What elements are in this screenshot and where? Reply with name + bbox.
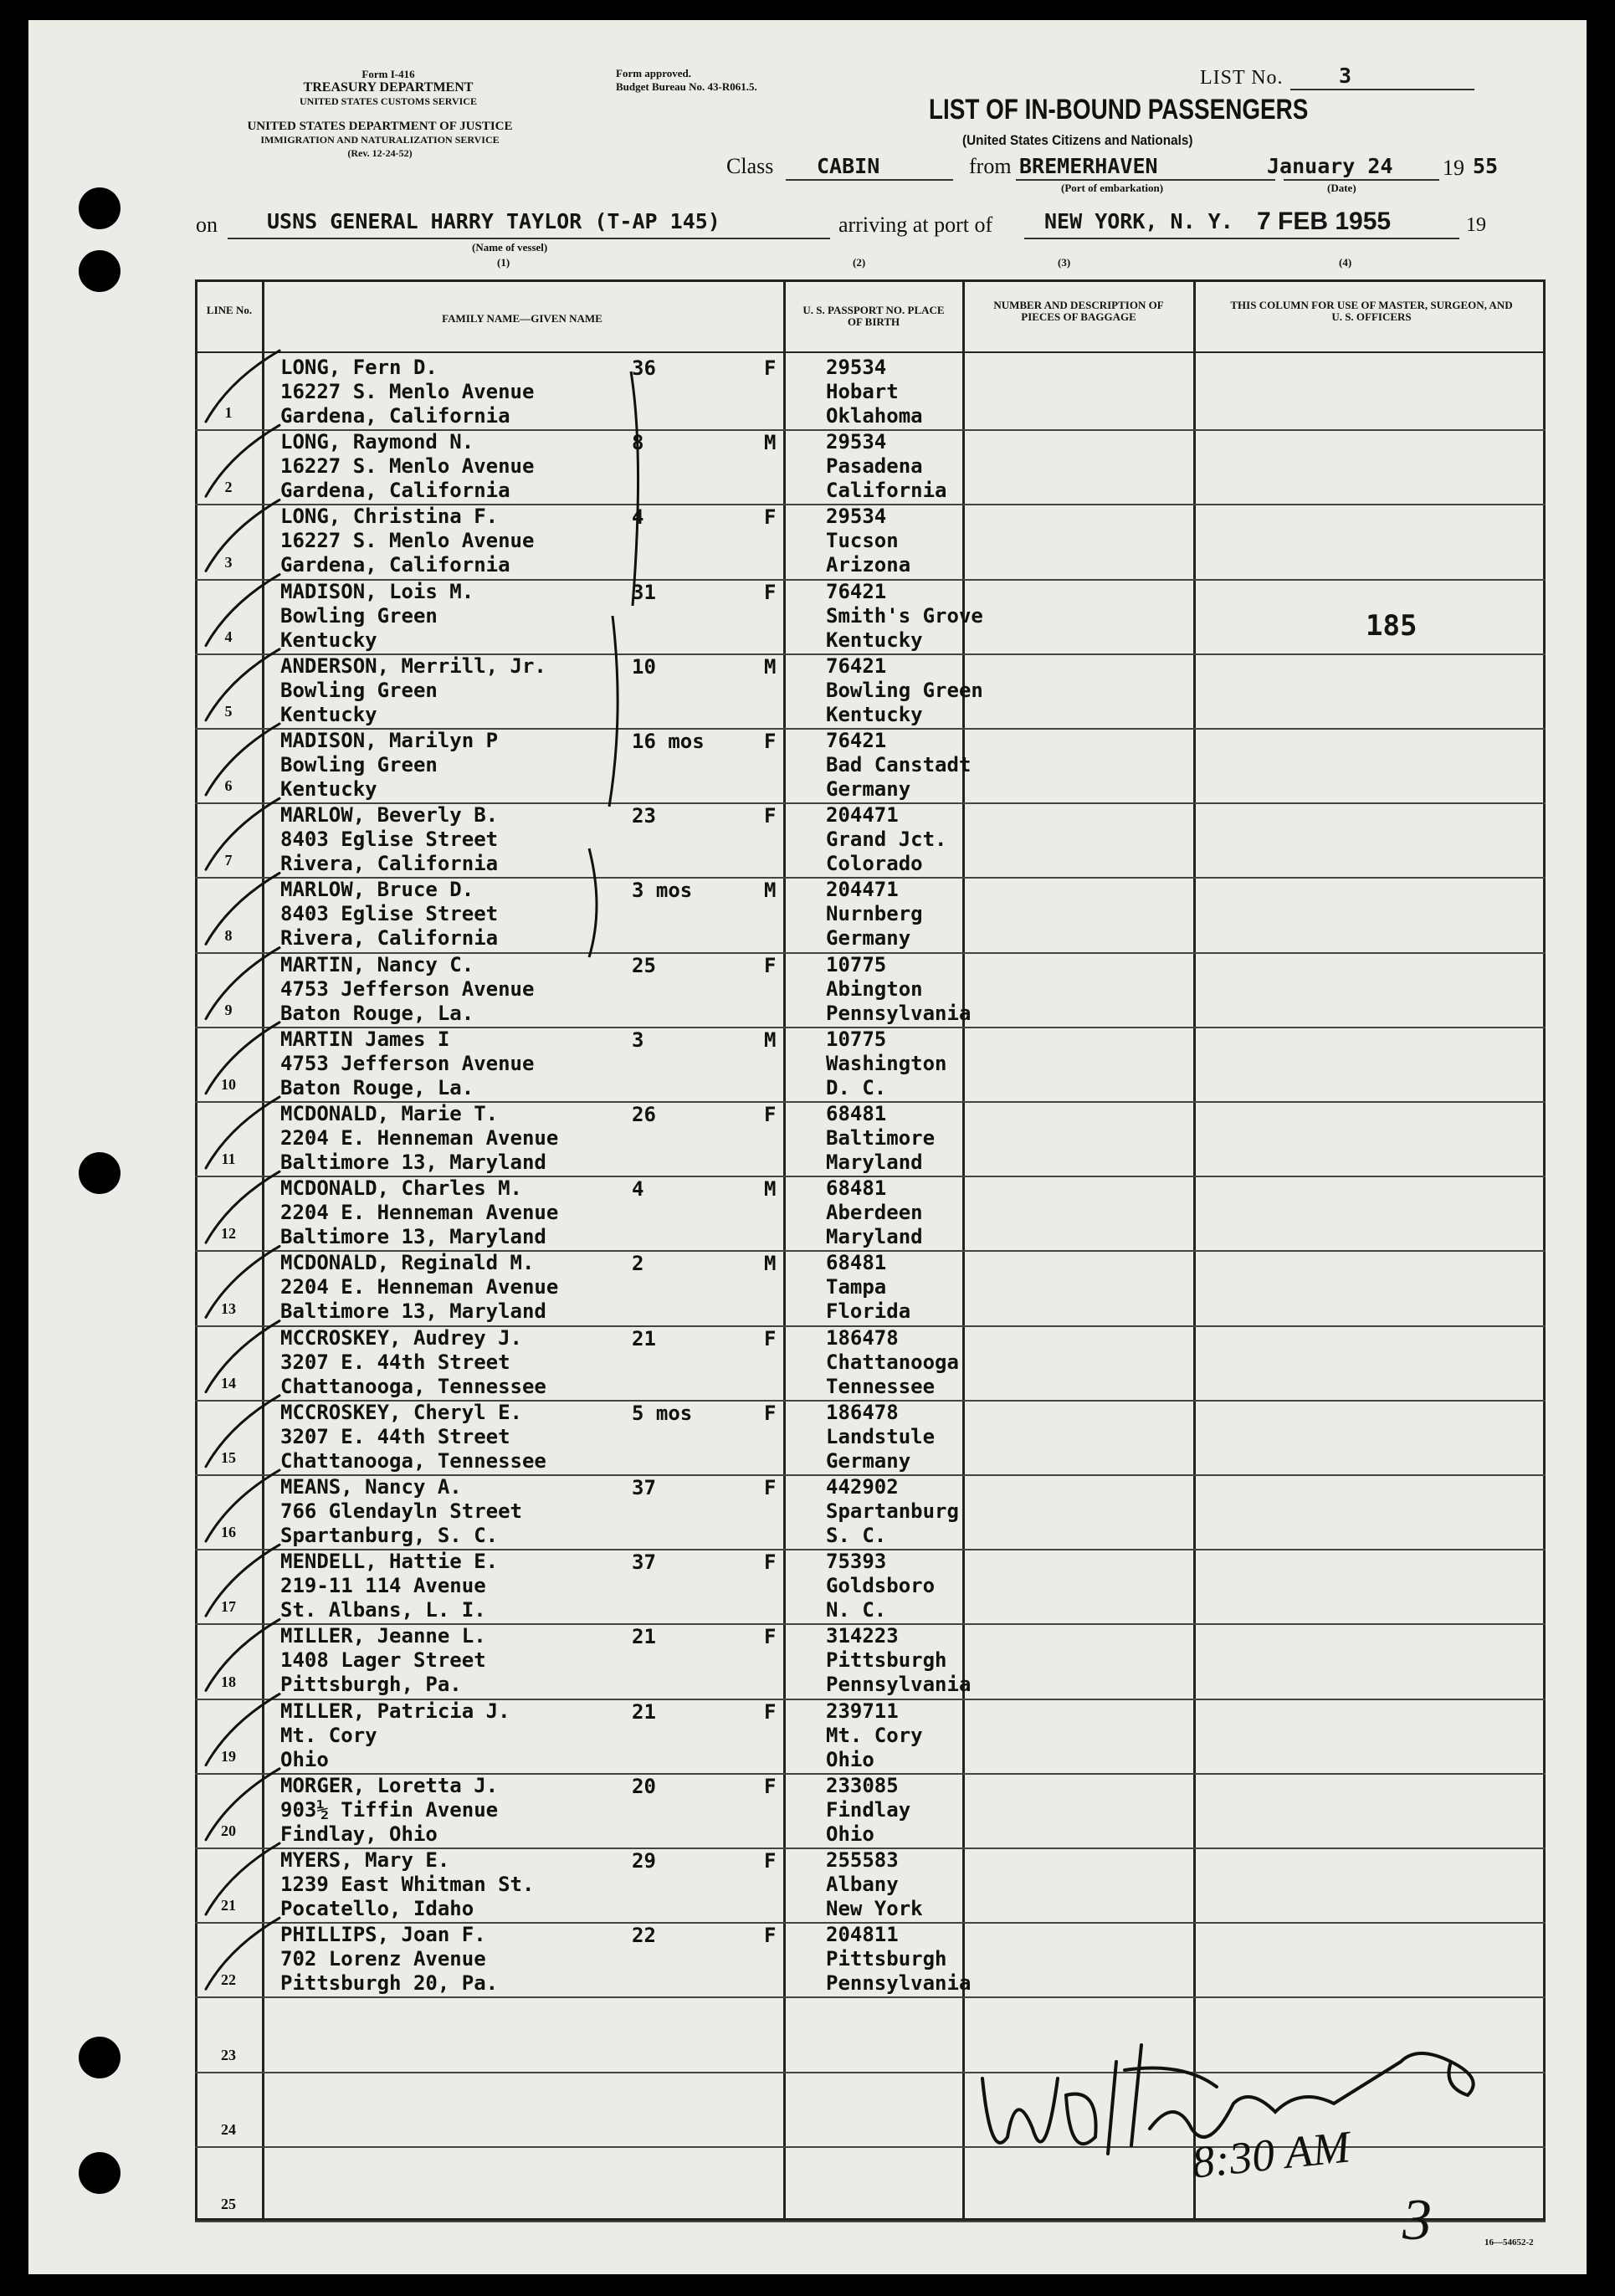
birth-place-line-1: Pittsburgh <box>826 1947 947 1971</box>
birth-place-line-1: Goldsboro <box>826 1574 936 1598</box>
line-number: 15 <box>221 1448 236 1466</box>
address-line-1: 8403 Eglise Street <box>280 902 499 926</box>
passport-number: 204471 <box>826 878 899 902</box>
departure-year: 55 <box>1473 154 1499 178</box>
check-mark <box>206 1097 279 1168</box>
birth-place-line-1: Landstule <box>826 1424 936 1448</box>
address-line-1: 2204 E. Henneman Avenue <box>280 1126 559 1150</box>
passenger-name: MADISON, Lois M. <box>280 579 474 603</box>
passport-number: 233085 <box>826 1773 899 1797</box>
form-number: Form I-416 <box>361 68 415 80</box>
passenger-sex: F <box>764 505 777 530</box>
birth-place-line-2: California <box>826 479 947 503</box>
birth-place-line-1: Smith's Grove <box>826 603 983 628</box>
check-mark <box>206 1171 279 1243</box>
passenger-name: LONG, Christina F. <box>280 505 499 529</box>
check-mark <box>206 1619 279 1690</box>
line-number: 24 <box>221 2120 236 2138</box>
check-mark <box>206 425 279 496</box>
line-number: 21 <box>221 1897 236 1914</box>
address-line-2: Gardena, California <box>280 479 510 503</box>
passport-number: 68481 <box>826 1176 887 1201</box>
officer-number: 185 <box>1366 609 1418 643</box>
budget-bureau: Budget Bureau No. 43-R061.5. <box>616 80 757 93</box>
check-mark <box>206 500 279 571</box>
passport-number: 75393 <box>826 1550 887 1574</box>
treasury-dept: TREASURY DEPARTMENT <box>303 80 474 95</box>
passenger-age: 22 <box>632 1924 656 1948</box>
check-mark <box>206 948 279 1019</box>
passport-number: 204471 <box>826 803 899 828</box>
address-line-2: Spartanburg, S. C. <box>280 1524 499 1547</box>
vessel-caption: (Name of vessel) <box>472 241 548 254</box>
arrival-year-suffix: 19 <box>1466 214 1486 236</box>
birth-place-line-1: Albany <box>826 1873 899 1896</box>
address-line-2: Chattanooga, Tennessee <box>280 1448 546 1473</box>
passenger-name: MILLER, Jeanne L. <box>280 1624 486 1648</box>
check-mark <box>206 1470 279 1541</box>
passenger-age: 8 <box>632 431 644 455</box>
passenger-name: MARTIN James I <box>280 1027 450 1051</box>
check-mark <box>206 873 279 944</box>
address-line-2: Pittsburgh, Pa. <box>280 1673 462 1697</box>
passenger-name: MARLOW, Bruce D. <box>280 878 474 902</box>
birth-place-line-1: Grand Jct. <box>826 828 947 852</box>
passenger-sex: F <box>764 1699 777 1724</box>
header-officers: THIS COLUMN FOR USE OF MASTER, SURGEON, AND U. S. OFFICERS <box>1230 299 1513 324</box>
line-number: 16 <box>221 1524 236 1541</box>
passenger-sex: F <box>764 1476 777 1499</box>
birth-place-line-2: Arizona <box>826 553 911 577</box>
header-line-no: LINE No. <box>206 304 253 316</box>
passenger-age: 29 <box>632 1849 656 1873</box>
check-mark <box>206 1396 279 1467</box>
passenger-sex: F <box>764 953 777 977</box>
address-line-1: 219-11 114 Avenue <box>280 1574 486 1598</box>
line-number: 3 <box>224 553 233 571</box>
passenger-age: 4 <box>632 1177 644 1202</box>
passport-number: 68481 <box>826 1102 887 1125</box>
check-mark <box>206 1545 279 1616</box>
birth-place-line-2: Colorado <box>826 852 923 876</box>
class-label: Class <box>726 154 774 178</box>
birth-place-line-2: Germany <box>826 1448 911 1473</box>
date-caption: (Date) <box>1327 182 1356 194</box>
passenger-sex: M <box>764 1252 777 1276</box>
passenger-sex: F <box>764 356 777 380</box>
passenger-name: MORGER, Loretta J. <box>280 1773 499 1797</box>
passenger-sex: M <box>764 1177 777 1202</box>
handwritten-marks <box>28 20 1587 2274</box>
birth-place-line-1: Nurnberg <box>826 902 923 926</box>
on-label: on <box>196 213 218 237</box>
passenger-age: 2 <box>632 1252 644 1276</box>
header-family-name: FAMILY NAME—GIVEN NAME <box>442 312 602 325</box>
passport-number: 76421 <box>826 653 887 678</box>
check-mark <box>206 575 279 646</box>
from-label: from <box>969 154 1012 178</box>
address-line-2: Kentucky <box>280 777 377 801</box>
passenger-name: MEANS, Nancy A. <box>280 1475 462 1499</box>
address-line-2: Pittsburgh 20, Pa. <box>280 1971 499 1996</box>
check-mark <box>206 724 279 795</box>
passenger-age: 36 <box>632 356 656 380</box>
birth-place-line-2: Kentucky <box>826 628 923 652</box>
birth-place-line-2: Maryland <box>826 1225 923 1249</box>
address-line-1: Bowling Green <box>280 678 438 702</box>
line-number: 25 <box>221 2195 236 2212</box>
address-line-1: 3207 E. 44th Street <box>280 1424 510 1448</box>
line-number: 10 <box>221 1075 236 1093</box>
line-number: 19 <box>221 1747 236 1765</box>
address-line-1: 1239 East Whitman St. <box>280 1873 535 1896</box>
address-line-1: 16227 S. Menlo Avenue <box>280 380 535 403</box>
passenger-sex: M <box>764 654 777 679</box>
birth-place-line-2: Pennsylvania <box>826 1971 972 1996</box>
address-line-1: Bowling Green <box>280 753 438 776</box>
passenger-name: MARTIN, Nancy C. <box>280 952 474 976</box>
address-line-2: Rivera, California <box>280 852 499 876</box>
passenger-sex: F <box>764 1401 777 1425</box>
footer-code: 16—54652-2 <box>1484 2237 1534 2247</box>
passenger-name: MCDONALD, Reginald M. <box>280 1251 535 1275</box>
passenger-age: 3 <box>632 1028 644 1052</box>
col-num-1: (1) <box>497 256 510 269</box>
passenger-name: MARLOW, Beverly B. <box>280 803 499 828</box>
passport-number: 29534 <box>826 505 887 529</box>
check-mark <box>206 649 279 720</box>
address-line-1: 766 Glendayln Street <box>280 1499 522 1523</box>
address-line-1: 1408 Lager Street <box>280 1648 486 1673</box>
col-num-3: (3) <box>1058 256 1071 269</box>
check-mark <box>206 351 279 422</box>
address-line-1: 903½ Tiffin Avenue <box>280 1797 499 1822</box>
signature-count: 3 <box>1402 2188 1432 2252</box>
passport-number: 186478 <box>826 1325 899 1350</box>
departure-date: January 24 <box>1267 154 1393 178</box>
address-line-2: Chattanooga, Tennessee <box>280 1374 546 1398</box>
passenger-name: LONG, Fern D. <box>280 356 438 379</box>
passenger-age: 37 <box>632 1550 656 1575</box>
passenger-name: MCCROSKEY, Cheryl E. <box>280 1400 522 1424</box>
passenger-sex: F <box>764 1774 777 1798</box>
address-line-2: Pocatello, Idaho <box>280 1897 474 1920</box>
passenger-sex: F <box>764 1326 777 1350</box>
passenger-name: MCDONALD, Charles M. <box>280 1176 522 1201</box>
passenger-sex: F <box>764 580 777 604</box>
address-line-2: Baton Rouge, La. <box>280 1075 474 1099</box>
passenger-age: 37 <box>632 1476 656 1499</box>
passenger-sex: F <box>764 730 777 753</box>
bracket-mark <box>631 372 638 606</box>
line-number: 20 <box>221 1822 236 1839</box>
passenger-name: MCCROSKEY, Audrey J. <box>280 1325 522 1350</box>
address-line-1: Mt. Cory <box>280 1723 377 1747</box>
passenger-sex: F <box>764 1550 777 1575</box>
justice-dept: UNITED STATES DEPARTMENT OF JUSTICE <box>247 120 513 133</box>
birth-place-line-1: Pasadena <box>826 454 923 479</box>
passenger-sex: F <box>764 1849 777 1873</box>
address-line-1: 702 Lorenz Avenue <box>280 1947 486 1971</box>
arriving-label: arriving at port of <box>838 213 993 237</box>
address-line-2: Baltimore 13, Maryland <box>280 1299 546 1324</box>
passenger-age: 23 <box>632 804 656 828</box>
passport-number: 204811 <box>826 1923 899 1947</box>
line-number: 11 <box>221 1151 236 1168</box>
line-number: 6 <box>224 777 233 795</box>
passenger-name: MADISON, Marilyn P <box>280 729 499 752</box>
birth-place-line-1: Hobart <box>826 380 899 403</box>
passenger-age: 21 <box>632 1625 656 1649</box>
passport-number: 10775 <box>826 1027 887 1051</box>
birth-place-line-1: Tampa <box>826 1275 887 1299</box>
birth-place-line-2: Ohio <box>826 1822 874 1846</box>
passenger-name: LONG, Raymond N. <box>280 430 474 454</box>
birth-place-line-2: Florida <box>826 1299 911 1324</box>
passport-number: 186478 <box>826 1400 899 1424</box>
address-line-1: 4753 Jefferson Avenue <box>280 976 535 1001</box>
arrival-port: NEW YORK, N. Y. <box>1044 209 1233 233</box>
passport-number: 442902 <box>826 1475 899 1499</box>
address-line-2: St. Albans, L. I. <box>280 1598 486 1622</box>
birth-place-line-1: Abington <box>826 976 923 1001</box>
birth-place-line-1: Findlay <box>826 1797 911 1822</box>
birth-place-line-2: Pennsylvania <box>826 1001 972 1025</box>
passenger-age: 20 <box>632 1774 656 1798</box>
check-mark <box>206 1246 279 1317</box>
address-line-2: Rivera, California <box>280 926 499 951</box>
year-prefix: 19 <box>1443 156 1464 180</box>
check-mark <box>206 1694 279 1766</box>
birth-place-line-2: New York <box>826 1897 923 1920</box>
address-line-1: 2204 E. Henneman Avenue <box>280 1275 559 1299</box>
address-line-2: Baton Rouge, La. <box>280 1001 474 1025</box>
col-num-4: (4) <box>1339 256 1352 269</box>
passport-number: 29534 <box>826 356 887 379</box>
passenger-name: MCDONALD, Marie T. <box>280 1102 499 1125</box>
passenger-sex: F <box>764 804 777 828</box>
passenger-name: MILLER, Patricia J. <box>280 1699 510 1723</box>
birth-place-line-1: Washington <box>826 1051 947 1075</box>
passport-number: 314223 <box>826 1624 899 1648</box>
passenger-sex: M <box>764 1028 777 1052</box>
line-number: 18 <box>221 1673 236 1690</box>
line-number: 2 <box>224 479 233 496</box>
birth-place-line-2: S. C. <box>826 1524 887 1547</box>
address-line-1: 16227 S. Menlo Avenue <box>280 529 535 553</box>
line-number: 23 <box>221 2046 236 2063</box>
passenger-age: 4 <box>632 505 644 530</box>
passenger-age: 25 <box>632 953 656 977</box>
signature-text <box>982 2045 983 2046</box>
address-line-2: Kentucky <box>280 702 377 726</box>
birth-place-line-1: Spartanburg <box>826 1499 959 1523</box>
class-value: CABIN <box>817 154 880 178</box>
signature-time: 8:30 AM <box>1189 2121 1353 2188</box>
line-number: 8 <box>224 926 233 944</box>
passenger-sex: M <box>764 431 777 455</box>
birth-place-line-2: Maryland <box>826 1151 923 1174</box>
birth-place-line-1: Baltimore <box>826 1126 936 1150</box>
immigration-service: IMMIGRATION AND NATURALIZATION SERVICE <box>260 134 500 146</box>
address-line-2: Ohio <box>280 1747 329 1771</box>
list-no-label: LIST No. <box>1200 67 1284 89</box>
check-mark <box>206 1769 279 1840</box>
address-line-1: 2204 E. Henneman Avenue <box>280 1201 559 1225</box>
passport-number: 29534 <box>826 430 887 454</box>
passenger-sex: F <box>764 1625 777 1649</box>
passenger-age: 31 <box>632 580 656 604</box>
address-line-2: Kentucky <box>280 628 377 652</box>
birth-place-line-2: Pennsylvania <box>826 1673 972 1697</box>
col-num-2: (2) <box>853 256 866 269</box>
line-number: 9 <box>224 1001 233 1018</box>
line-number: 7 <box>224 852 233 869</box>
check-mark <box>206 1321 279 1392</box>
line-number: 17 <box>221 1598 236 1616</box>
birth-place-line-1: Aberdeen <box>826 1201 923 1225</box>
line-number: 1 <box>224 404 233 422</box>
passenger-sex: F <box>764 1924 777 1948</box>
check-mark <box>206 798 279 869</box>
passenger-name: MYERS, Mary E. <box>280 1848 450 1872</box>
arrival-date-stamp: 7 FEB 1955 <box>1257 208 1392 235</box>
line-number: 5 <box>224 702 233 720</box>
address-line-1: 16227 S. Menlo Avenue <box>280 454 535 479</box>
form-approved: Form approved. <box>616 67 692 79</box>
passenger-name: MENDELL, Hattie E. <box>280 1550 499 1574</box>
passenger-age: 26 <box>632 1103 656 1126</box>
line-number: 14 <box>221 1374 236 1391</box>
check-mark <box>206 1022 279 1094</box>
line-number: 4 <box>224 628 233 645</box>
birth-place-line-1: Bowling Green <box>826 678 983 702</box>
birth-place-line-2: N. C. <box>826 1598 887 1622</box>
passenger-age: 5 mos <box>632 1401 693 1425</box>
passport-number: 255583 <box>826 1848 899 1872</box>
revision: (Rev. 12-24-52) <box>347 147 413 159</box>
check-mark <box>206 1918 279 1989</box>
passenger-age: 16 mos <box>632 730 705 753</box>
birth-place-line-2: Germany <box>826 777 911 801</box>
birth-place-line-1: Mt. Cory <box>826 1723 923 1747</box>
port-of-embarkation: BREMERHAVEN <box>1019 154 1158 178</box>
passport-number: 76421 <box>826 729 887 752</box>
birth-place-line-1: Bad Canstadt <box>826 753 972 776</box>
line-number: 13 <box>221 1299 236 1317</box>
passport-number: 76421 <box>826 579 887 603</box>
address-line-1: 3207 E. 44th Street <box>280 1350 510 1374</box>
header-passport: U. S. PASSPORT NO. PLACE OF BIRTH <box>802 304 945 329</box>
port-embark-caption: (Port of embarkation) <box>1061 182 1164 194</box>
address-line-2: Baltimore 13, Maryland <box>280 1225 546 1249</box>
birth-place-line-2: D. C. <box>826 1075 887 1099</box>
line-number: 22 <box>221 1971 236 1989</box>
address-line-2: Gardena, California <box>280 404 510 428</box>
line-number: 12 <box>221 1225 236 1243</box>
family-brackets <box>589 372 638 957</box>
passenger-age: 21 <box>632 1326 656 1350</box>
passport-number: 68481 <box>826 1251 887 1275</box>
address-line-2: Baltimore 13, Maryland <box>280 1151 546 1174</box>
address-line-1: 4753 Jefferson Avenue <box>280 1051 535 1075</box>
birth-place-line-2: Ohio <box>826 1747 874 1771</box>
passenger-name: ANDERSON, Merrill, Jr. <box>280 653 546 678</box>
passport-number: 239711 <box>826 1699 899 1723</box>
vessel-name: USNS GENERAL HARRY TAYLOR (T-AP 145) <box>267 209 720 233</box>
birth-place-line-2: Kentucky <box>826 702 923 726</box>
birth-place-line-2: Oklahoma <box>826 404 923 428</box>
birth-place-line-1: Tucson <box>826 529 899 553</box>
form-subtitle: (United States Citizens and Nationals) <box>962 132 1193 148</box>
list-number: 3 <box>1339 64 1352 88</box>
check-mark <box>206 1843 279 1914</box>
customs-service: UNITED STATES CUSTOMS SERVICE <box>300 95 477 107</box>
passenger-name: PHILLIPS, Joan F. <box>280 1923 486 1947</box>
address-line-2: Findlay, Ohio <box>280 1822 438 1846</box>
form-title: LIST OF IN-BOUND PASSENGERS <box>929 94 1309 126</box>
document-page <box>28 20 1587 2274</box>
birth-place-line-1: Pittsburgh <box>826 1648 947 1673</box>
birth-place-line-2: Tennessee <box>826 1374 936 1398</box>
passenger-age: 3 mos <box>632 879 693 903</box>
passenger-sex: F <box>764 1103 777 1126</box>
bracket-mark <box>609 616 618 807</box>
address-line-1: 8403 Eglise Street <box>280 828 499 852</box>
passport-number: 10775 <box>826 952 887 976</box>
address-line-2: Gardena, California <box>280 553 510 577</box>
header-baggage: NUMBER AND DESCRIPTION OF PIECES OF BAGGAGE <box>993 299 1164 324</box>
bracket-mark <box>589 848 597 957</box>
birth-place-line-2: Germany <box>826 926 911 951</box>
passenger-age: 21 <box>632 1699 656 1724</box>
passenger-sex: M <box>764 879 777 903</box>
passenger-age: 10 <box>632 654 656 679</box>
birth-place-line-1: Chattanooga <box>826 1350 959 1374</box>
address-line-1: Bowling Green <box>280 603 438 628</box>
